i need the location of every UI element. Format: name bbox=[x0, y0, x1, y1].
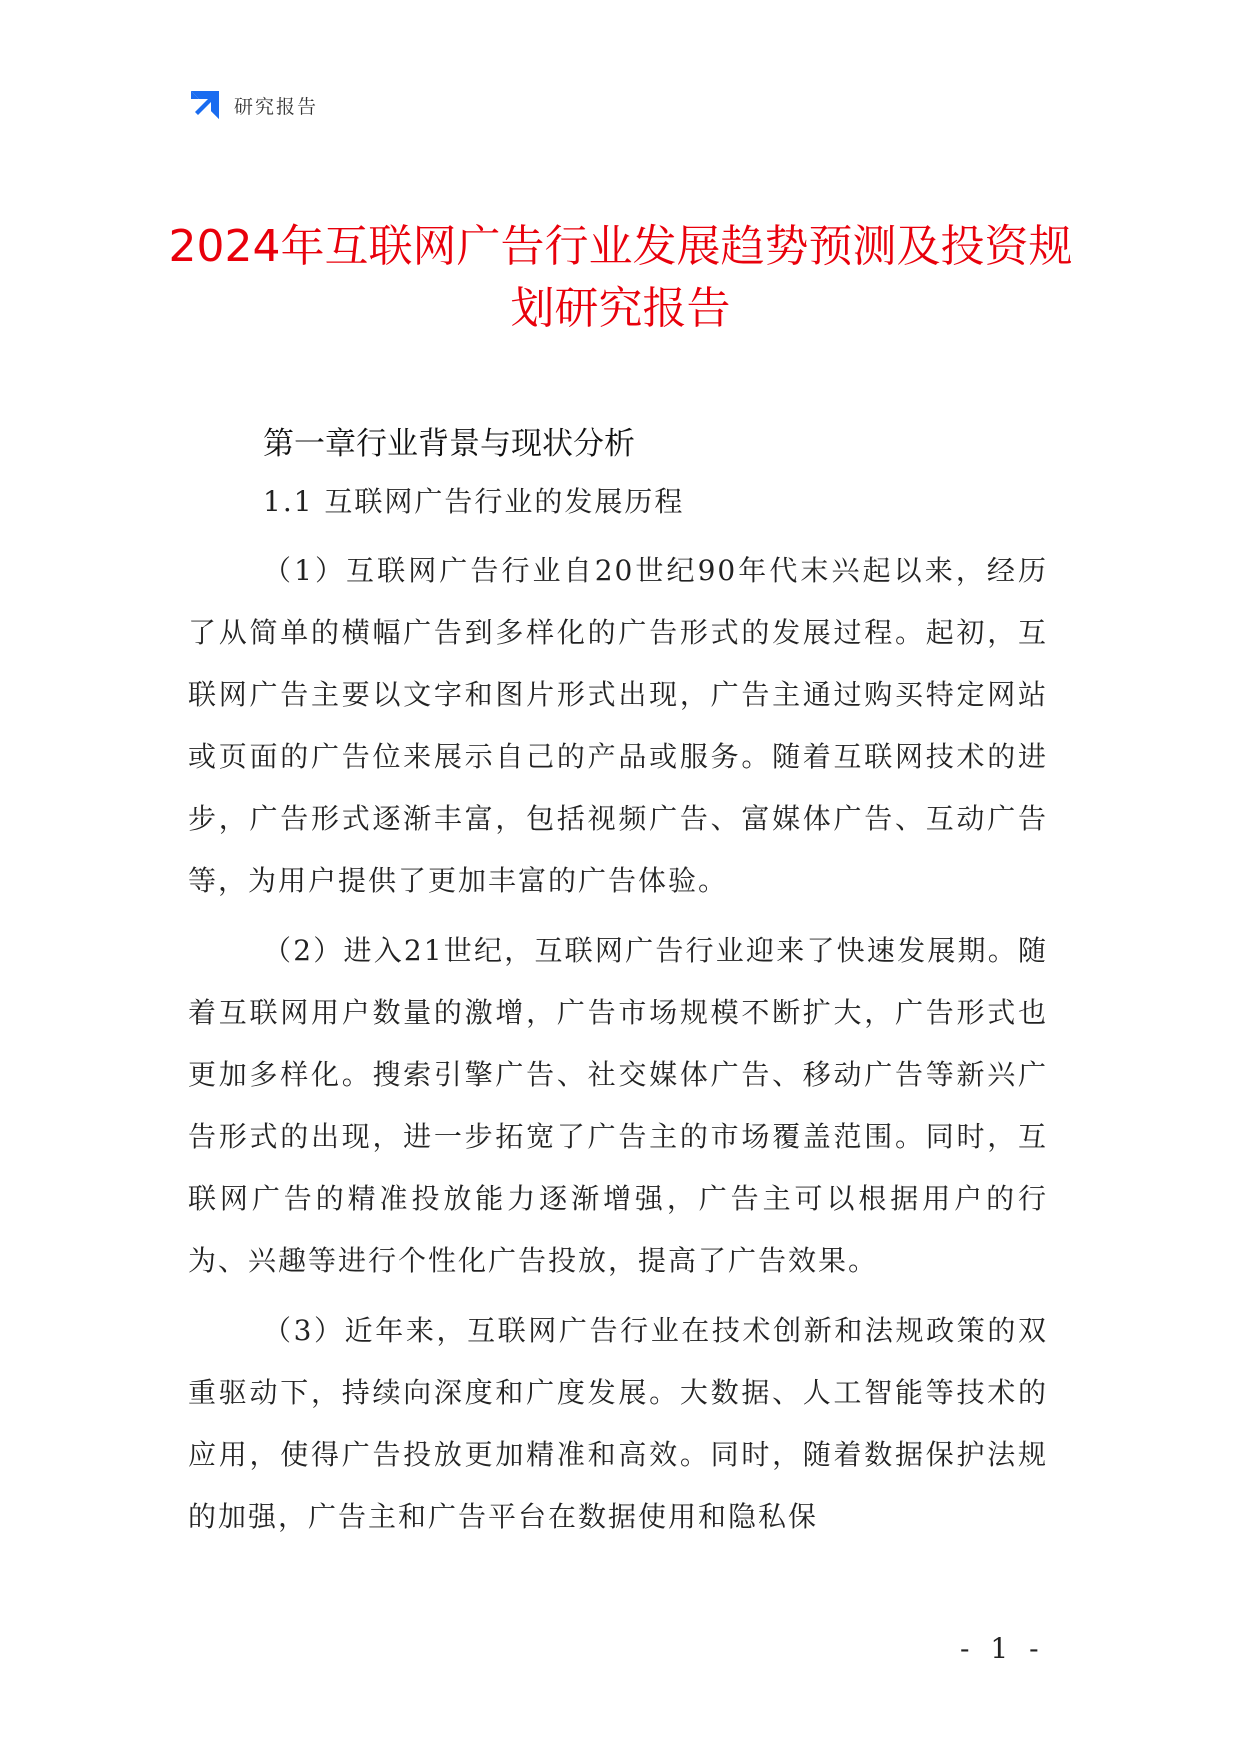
body-text bbox=[188, 540, 1048, 1556]
report-title: 2024年互联网广告行业发展趋势预测及投资规划研究报告 bbox=[168, 221, 1073, 334]
chapter-heading: 第一章行业背景与现状分析 bbox=[263, 426, 635, 462]
paragraph-1: （1）互联网广告行业自20世纪90年代末兴起以来，经历了从简单的横幅广告到多样化的广告形式的发展过程。起初，互联网广告主要以文字和图片形式出现，广告主通过购买特定网站或页面的广告位来展示自己的产品或服务。随着互联网技术的进步，广告形式逐渐丰富，包括视频广告、富媒体广告、互动广告等，为用户提供了更加丰富的广告体验。 bbox=[188, 554, 1048, 897]
page-number: - 1 - bbox=[960, 1632, 1045, 1665]
report-header bbox=[188, 88, 318, 122]
paragraph-2: （2）进入21世纪，互联网广告行业迎来了快速发展期。随着互联网用户数量的激增，广告市场规模不断扩大，广告形式也更加多样化。搜索引擎广告、社交媒体广告、移动广告等新兴广告形式的出现，进一步拓宽了广告主的市场覆盖范围。同时，互联网广告的精准投放能力逐渐增强，广告主可以根据用户的行为、兴趣等进行个性化广告投放，提高了广告效果。 bbox=[188, 934, 1048, 1277]
paragraph-3: （3）近年来，互联网广告行业在技术创新和法规政策的双重驱动下，持续向深度和广度发展。大数据、人工智能等技术的应用，使得广告投放更加精准和高效。同时，随着数据保护法规的加强，广告主和广告平台在数据使用和隐私保 bbox=[188, 1314, 1048, 1533]
arrow-up-right-icon bbox=[188, 88, 222, 122]
header-label: 研究报告 bbox=[234, 95, 319, 118]
section-heading: 1.1 互联网广告行业的发展历程 bbox=[263, 485, 685, 518]
